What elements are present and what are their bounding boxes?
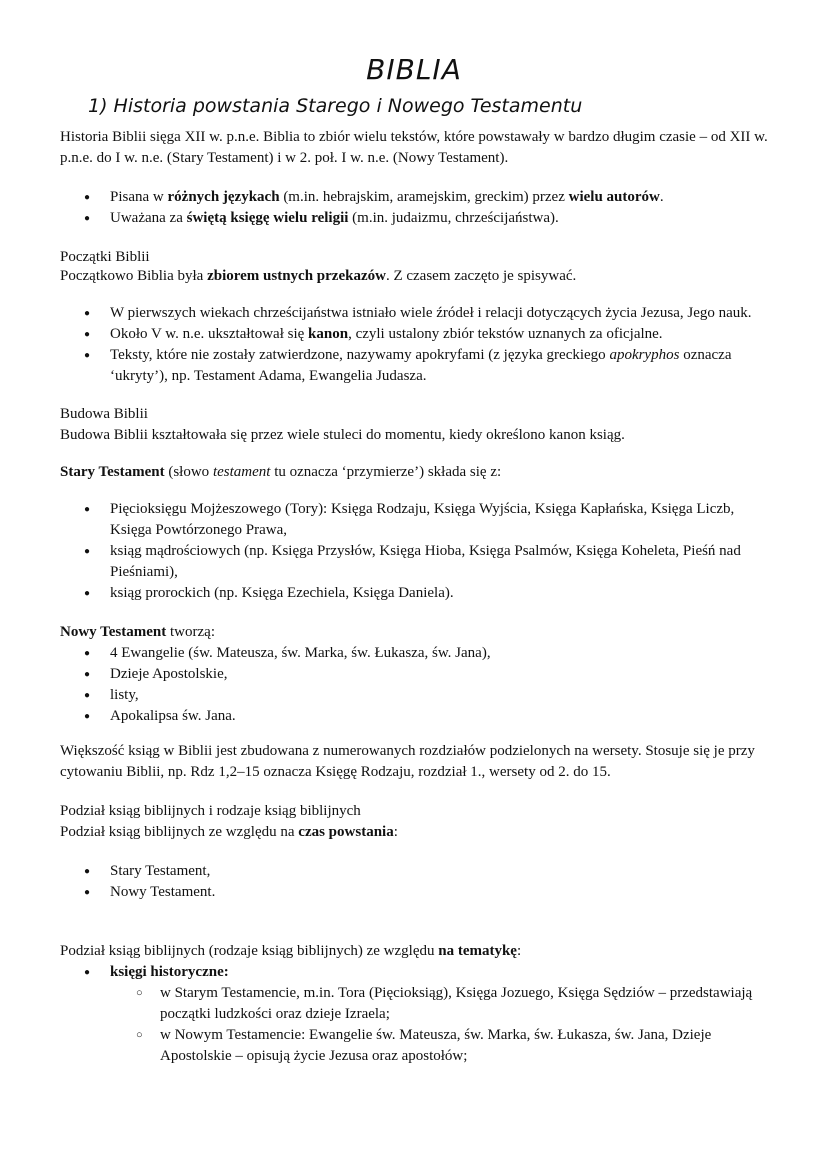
text-run: apokryphos	[609, 347, 680, 363]
nowy-testament-list	[60, 643, 776, 727]
list-item	[60, 187, 776, 208]
list-item	[60, 861, 776, 882]
nowy-testament-paragraph	[60, 622, 776, 643]
text-run: różnych językach	[167, 189, 280, 205]
budowa-paragraph	[60, 425, 776, 446]
text-run: księgi historyczne:	[110, 964, 229, 980]
list-item	[60, 664, 776, 685]
text-run: w Nowym Testamencie: Ewangelie św. Mateusza, św. Marka, św. Łukasza, św. Jana, Dzieje Apostolskie – opisują życie Jezusa oraz apostołów;	[160, 1027, 712, 1064]
text-run: :	[516, 943, 522, 959]
text-run: Początki Biblii	[60, 249, 150, 265]
text-run: świętą księgę wielu religii	[186, 210, 349, 226]
tematyka-list	[60, 962, 776, 983]
list-item	[60, 324, 776, 345]
text-run: (m.in. hebrajskim, aramejskim, greckim) przez	[279, 189, 569, 205]
text-run: ksiąg prorockich (np. Księga Ezechiela, Księga Daniela).	[110, 585, 454, 601]
poczatki-title	[60, 247, 776, 268]
text-run: Stary Testament,	[110, 863, 211, 879]
text-run: 4 Ewangelie (św. Mateusza, św. Marka, św. Łukasza, św. Jana),	[110, 645, 491, 661]
text-run: testament	[212, 464, 271, 480]
text-run: oznacza ‘ukryty’), np. Testament Adama, Ewangelia Judasza.	[110, 347, 732, 384]
text-run: Podział ksiąg biblijnych (rodzaje ksiąg biblijnych) ze względu	[60, 943, 439, 959]
text-run: Apokalipsa św. Jana.	[110, 708, 236, 724]
list-item	[60, 643, 776, 664]
text-run: (słowo	[164, 464, 213, 480]
text-run: Podział ksiąg biblijnych i rodzaje ksiąg biblijnych	[60, 803, 361, 819]
text-run: wielu autorów	[568, 189, 660, 205]
text-run: czas powstania	[298, 824, 394, 840]
list-item	[60, 583, 776, 604]
text-run: listy,	[110, 687, 139, 703]
list-item	[60, 499, 776, 541]
text-run: Nowy Testament.	[110, 884, 216, 900]
text-run: (m.in. judaizmu, chrześcijaństwa).	[348, 210, 559, 226]
list-item	[60, 541, 776, 583]
podzial-czas-paragraph	[60, 822, 776, 843]
text-run: Dzieje Apostolskie,	[110, 666, 228, 682]
text-run: Większość ksiąg w Biblii jest zbudowana z numerowanych rozdziałów podzielonych na wersety. Stosuje się je przy cytowaniu Biblii, np. Rdz 1,2–15 oznacza Księgę Rodzaju, rozdział 1., wersety od 2. do 15.	[60, 743, 755, 780]
text-run: :	[393, 824, 398, 840]
list-item	[60, 345, 776, 387]
text-run: kanon	[308, 326, 349, 342]
poczatki-paragraph	[60, 266, 776, 287]
podzial-tematyka-paragraph	[60, 941, 776, 962]
text-run: .	[659, 189, 664, 205]
text-run: Uważana za	[110, 210, 187, 226]
text-run: Budowa Biblii kształtowała się przez wiele stuleci do momentu, kiedy określono kanon ksiąg.	[60, 427, 625, 443]
wiekszosc-paragraph	[60, 741, 776, 783]
text-run: Pięcioksięgu Mojżeszowego (Tory): Księga Rodzaju, Księga Wyjścia, Księga Kapłańska, Księga Liczb, Księga Powtórzonego Prawa,	[110, 501, 735, 538]
text-run: Teksty, które nie zostały zatwierdzone, nazywamy apokryfami (z języka greckiego	[110, 347, 610, 363]
text-run: Budowa Biblii	[60, 406, 148, 422]
list-item	[60, 983, 776, 1025]
text-run: Podział ksiąg biblijnych ze względu na	[60, 824, 299, 840]
text-run: w Starym Testamencie, m.in. Tora (Pięcioksiąg), Księga Jozuego, Księga Sędziów – przedstawiają początki ludzkości oraz dzieje Izraela;	[160, 985, 753, 1022]
text-run: tu oznacza ‘przymierze’) składa się z:	[270, 464, 502, 480]
historyczne-sublist	[60, 983, 776, 1067]
podzial-title	[60, 801, 776, 822]
text-run: na tematykę	[438, 943, 517, 959]
list-item	[60, 208, 776, 229]
czas-list	[60, 861, 776, 903]
text-run: tworzą:	[166, 624, 215, 640]
document-title: BIBLIA	[366, 53, 462, 86]
stary-testament-paragraph	[60, 462, 776, 483]
text-run: Około V w. n.e. ukształtował się	[110, 326, 309, 342]
text-run: W pierwszych wiekach chrześcijaństwa istniało wiele źródeł i relacji dotyczących życia Jezusa, Jego nauk.	[110, 305, 752, 321]
list-item	[60, 706, 776, 727]
text-run: Historia Biblii sięga XII w. p.n.e. Biblia to zbiór wielu tekstów, które powstawały w bardzo długim czasie – od XII w. p.n.e. do I w. n.e. (Stary Testament) i w 2. poł. I w. n.e. (Nowy Testament).	[60, 129, 768, 166]
text-run: Początkowo Biblia była	[60, 268, 208, 284]
list-item	[60, 882, 776, 903]
list-item	[60, 1025, 776, 1067]
list-item	[60, 962, 776, 983]
text-run: zbiorem ustnych przekazów	[207, 268, 386, 284]
list-item	[60, 685, 776, 706]
text-run: , czyli ustalony zbiór tekstów uznanych za oficjalne.	[348, 326, 663, 342]
text-run: Stary Testament	[60, 464, 165, 480]
text-run: . Z czasem zaczęto je spisywać.	[385, 268, 577, 284]
budowa-title	[60, 404, 776, 425]
section-heading: 1) Historia powstania Starego i Nowego Testamentu	[88, 95, 583, 117]
stary-testament-list	[60, 499, 776, 604]
intro-list	[60, 187, 776, 229]
text-run: ksiąg mądrościowych (np. Księga Przysłów, Księga Hioba, Księga Psalmów, Księga Koheleta, Pieśń nad Pieśniami),	[110, 543, 741, 580]
text-run: Nowy Testament	[60, 624, 167, 640]
text-run: Pisana w	[110, 189, 168, 205]
list-item	[60, 303, 776, 324]
poczatki-list	[60, 303, 776, 387]
intro-paragraph	[60, 127, 776, 169]
